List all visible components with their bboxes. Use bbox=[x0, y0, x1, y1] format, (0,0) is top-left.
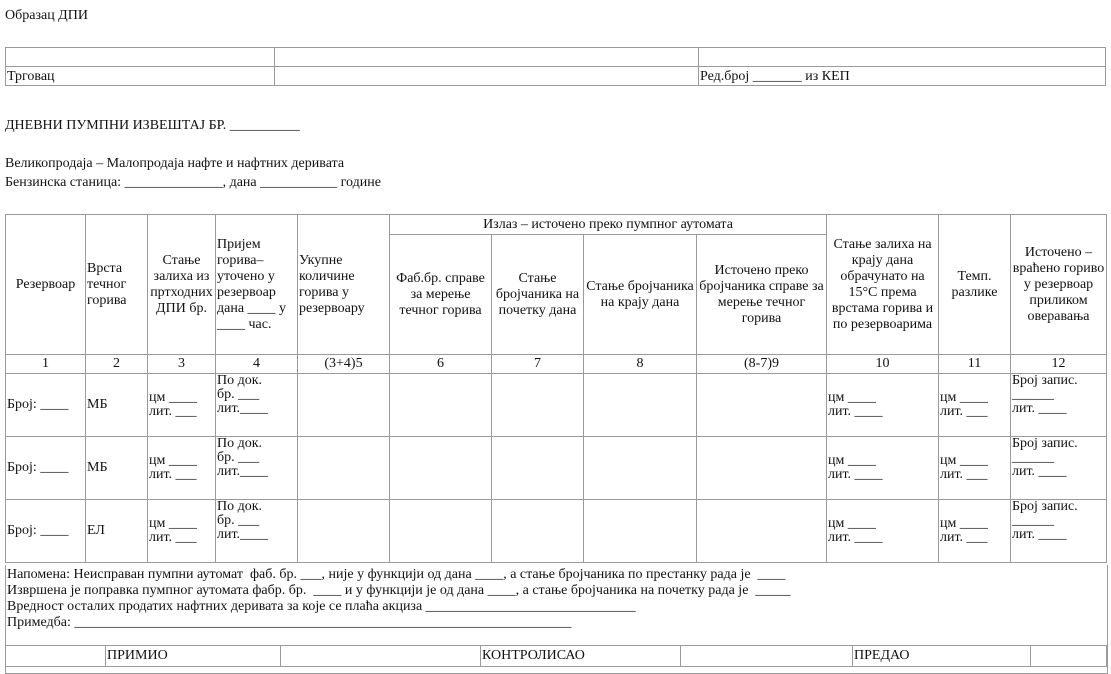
received-no: бр. ___ bbox=[217, 450, 260, 465]
temp-cell bbox=[939, 437, 1011, 500]
end-lit: лит. ____ bbox=[828, 404, 883, 419]
col-header-returned: Источено – враћено гориво у резервоар приликом оверавања bbox=[1011, 215, 1107, 355]
column-number-row bbox=[6, 355, 1107, 374]
stock-cell bbox=[148, 437, 216, 500]
temp-lit: лит. ___ bbox=[940, 530, 988, 545]
stock-lit: лит. ___ bbox=[149, 404, 197, 419]
received-cell bbox=[216, 374, 298, 437]
header-cell-empty bbox=[275, 48, 699, 67]
received-doc: По док. bbox=[217, 436, 263, 451]
counter-start-cell bbox=[492, 374, 584, 437]
end-stock-cell bbox=[827, 500, 939, 563]
temp-lit: лит. ___ bbox=[940, 467, 988, 482]
received-lit: лит.____ bbox=[217, 464, 269, 479]
group-header-output: Излаз – источено преко пумпног аутомата bbox=[390, 215, 827, 235]
col-number: 6 bbox=[390, 355, 492, 374]
tank-number: Број: ____ bbox=[6, 500, 86, 563]
col-number: 10 bbox=[827, 355, 939, 374]
serial-cell bbox=[390, 437, 492, 500]
received-lit: лит.____ bbox=[217, 401, 269, 416]
temp-cm: цм ____ bbox=[940, 516, 988, 531]
report-title: ДНЕВНИ ПУМПНИ ИЗВЕШТАЈ БР. __________ bbox=[5, 118, 300, 133]
signature-table bbox=[5, 645, 1107, 667]
dispensed-cell bbox=[697, 437, 827, 500]
record-blank: ______ bbox=[1012, 387, 1054, 402]
sig-handed-field bbox=[1031, 646, 1107, 667]
counter-start-cell bbox=[492, 437, 584, 500]
header-table bbox=[5, 47, 1106, 86]
col-number: 7 bbox=[492, 355, 584, 374]
col-header-fuel-type: Врста течног горива bbox=[86, 215, 148, 355]
sig-controlled-label: КОНТРОЛИСАО bbox=[481, 646, 681, 667]
serial-cell bbox=[390, 374, 492, 437]
note-remark: Примедба: _______________________________________________________________________ bbox=[7, 615, 572, 630]
stock-lit: лит. ___ bbox=[149, 467, 197, 482]
end-cm: цм ____ bbox=[828, 453, 876, 468]
received-lit: лит.____ bbox=[217, 527, 269, 542]
col-number: 11 bbox=[939, 355, 1011, 374]
col-number: 1 bbox=[6, 355, 86, 374]
subtitle-station: Бензинска станица: ______________, дана ___________ године bbox=[5, 175, 381, 190]
col-header-dispensed: Источено преко бројчаника справе за мерење течног горива bbox=[697, 235, 827, 355]
record-no: Број запис. bbox=[1012, 373, 1078, 388]
col-header-counter-start: Стање бројчаника на почетку дана bbox=[492, 235, 584, 355]
col-number: 12 bbox=[1011, 355, 1107, 374]
returned-lit: лит. ____ bbox=[1012, 401, 1067, 416]
received-no: бр. ___ bbox=[217, 387, 260, 402]
merchant-label: Трговац bbox=[6, 67, 275, 86]
temp-cell bbox=[939, 374, 1011, 437]
serial-label: Ред.број _______ из КЕП bbox=[699, 67, 1106, 86]
counter-end-cell bbox=[584, 437, 697, 500]
col-header-total-quantity: Укупне количине горива у резервоару bbox=[298, 215, 390, 355]
temp-cm: цм ____ bbox=[940, 390, 988, 405]
dispensed-cell bbox=[697, 374, 827, 437]
returned-lit: лит. ____ bbox=[1012, 527, 1067, 542]
table-row bbox=[6, 437, 1107, 500]
returned-lit: лит. ____ bbox=[1012, 464, 1067, 479]
end-lit: лит. ____ bbox=[828, 530, 883, 545]
record-no: Број запис. bbox=[1012, 436, 1078, 451]
sig-received-label: ПРИМИО bbox=[106, 646, 281, 667]
fuel-type: МБ bbox=[86, 437, 148, 500]
total-cell bbox=[298, 437, 390, 500]
total-cell bbox=[298, 374, 390, 437]
temp-lit: лит. ___ bbox=[940, 404, 988, 419]
record-blank: ______ bbox=[1012, 513, 1054, 528]
sig-spacer bbox=[6, 646, 106, 667]
note-repair: Извршена је поправка пумпног аутомата фабр. бр. ____ и у функцији је од дана ____, а стање бројчаника на почетку рада је _____ bbox=[7, 583, 791, 598]
received-no: бр. ___ bbox=[217, 513, 260, 528]
col-number: (8-7)9 bbox=[697, 355, 827, 374]
sig-received-field bbox=[281, 646, 481, 667]
header-cell-empty bbox=[699, 48, 1106, 67]
stock-cell bbox=[148, 374, 216, 437]
col-number: (3+4)5 bbox=[298, 355, 390, 374]
subtitle-wholesale: Великопродаја – Малопродаја нафте и нафтних деривата bbox=[5, 156, 345, 171]
note-excise: Вредност осталих продатих нафтних деривата за које се плаћа акциза ______________________________ bbox=[7, 599, 636, 614]
counter-end-cell bbox=[584, 500, 697, 563]
col-number: 8 bbox=[584, 355, 697, 374]
stock-cell bbox=[148, 500, 216, 563]
received-cell bbox=[216, 500, 298, 563]
stock-lit: лит. ___ bbox=[149, 530, 197, 545]
temp-cm: цм ____ bbox=[940, 453, 988, 468]
end-stock-cell bbox=[827, 437, 939, 500]
sig-controlled-field bbox=[681, 646, 853, 667]
col-header-counter-end: Стање бројчаника на крају дана bbox=[584, 235, 697, 355]
total-cell bbox=[298, 500, 390, 563]
col-number: 2 bbox=[86, 355, 148, 374]
end-lit: лит. ____ bbox=[828, 467, 883, 482]
table-row bbox=[6, 500, 1107, 563]
stock-cm: цм ____ bbox=[149, 390, 197, 405]
end-cm: цм ____ bbox=[828, 516, 876, 531]
tank-number: Број: ____ bbox=[6, 437, 86, 500]
sig-handed-label: ПРЕДАО bbox=[853, 646, 1031, 667]
pump-report-table bbox=[5, 214, 1107, 563]
end-cm: цм ____ bbox=[828, 390, 876, 405]
counter-end-cell bbox=[584, 374, 697, 437]
counter-start-cell bbox=[492, 500, 584, 563]
dispensed-cell bbox=[697, 500, 827, 563]
received-cell bbox=[216, 437, 298, 500]
received-doc: По док. bbox=[217, 499, 263, 514]
stock-cm: цм ____ bbox=[149, 453, 197, 468]
received-doc: По док. bbox=[217, 373, 263, 388]
note-broken-pump: Напомена: Неисправан пумпни аутомат фаб. бр. ___, није у функцији од дана ____, а стање бројчаника по престанку рада је ____ bbox=[7, 567, 786, 582]
table-row bbox=[6, 374, 1107, 437]
end-stock-cell bbox=[827, 374, 939, 437]
col-number: 4 bbox=[216, 355, 298, 374]
col-header-tank: Резервоар bbox=[6, 215, 86, 355]
col-header-received: Пријем горива– уточено у резервоар дана ____ у ____ час. bbox=[216, 215, 298, 355]
returned-cell bbox=[1011, 500, 1107, 563]
col-header-serial-no: Фаб.бр. справе за мерење течног горива bbox=[390, 235, 492, 355]
col-number: 3 bbox=[148, 355, 216, 374]
tank-number: Број: ____ bbox=[6, 374, 86, 437]
returned-cell bbox=[1011, 437, 1107, 500]
stock-cm: цм ____ bbox=[149, 516, 197, 531]
form-label: Образац ДПИ bbox=[5, 8, 88, 23]
serial-cell bbox=[390, 500, 492, 563]
record-no: Број запис. bbox=[1012, 499, 1078, 514]
merchant-value-cell bbox=[275, 67, 699, 86]
record-blank: ______ bbox=[1012, 450, 1054, 465]
col-header-previous-stock: Стање залиха из пртходних ДПИ бр. bbox=[148, 215, 216, 355]
col-header-end-stock: Стање залиха на крају дана обрачунато на 15°C према врстама горива и по резервоарима bbox=[827, 215, 939, 355]
fuel-type: ЕЛ bbox=[86, 500, 148, 563]
col-header-temp-diff: Темп. разлике bbox=[939, 215, 1011, 355]
returned-cell bbox=[1011, 374, 1107, 437]
temp-cell bbox=[939, 500, 1011, 563]
fuel-type: МБ bbox=[86, 374, 148, 437]
header-cell-empty bbox=[6, 48, 275, 67]
